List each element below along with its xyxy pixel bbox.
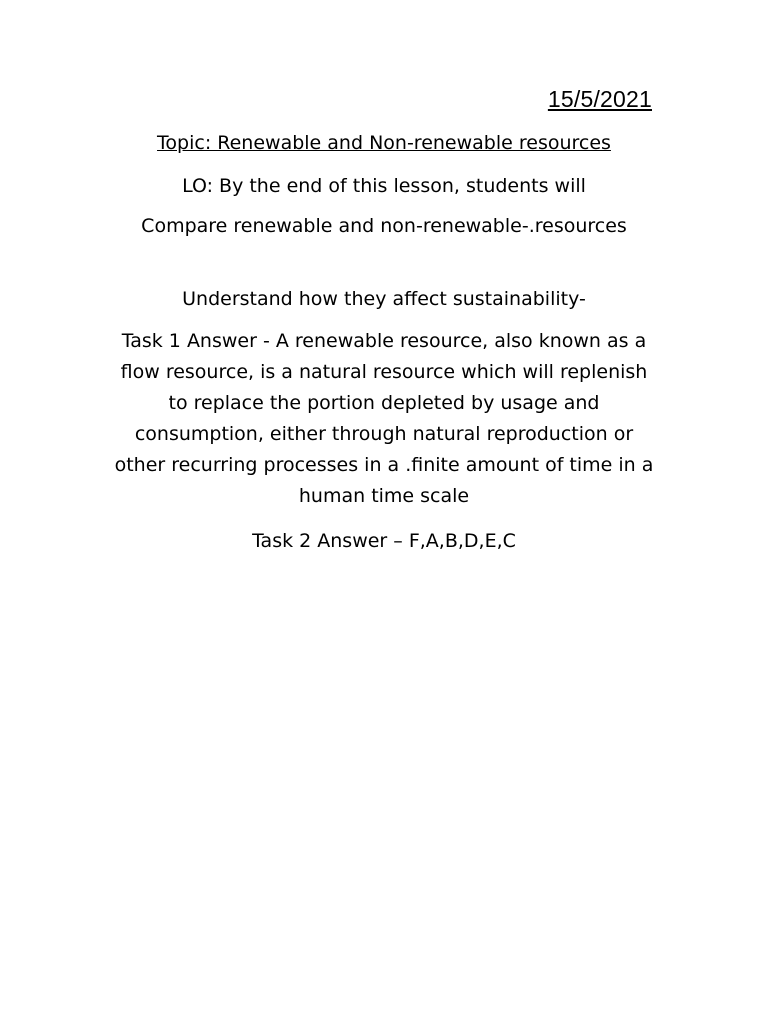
objective-sustainability: Understand how they affect sustainability- — [182, 288, 586, 310]
learning-objective: LO: By the end of this lesson, students will — [182, 175, 586, 197]
task2-answer: Task 2 Answer – F,A,B,D,E,C — [252, 530, 516, 552]
topic-heading: Topic: Renewable and Non-renewable resources — [157, 132, 611, 154]
date: 15/5/2021 — [547, 86, 652, 112]
task1-answer: Task 1 Answer - A renewable resource, also known as a flow resource, is a natural resource which will replenish to replace the portion depleted by usage and consumption, either through natural reproduction or other recurring processes in a .finite amount of time in a human time scale — [114, 330, 654, 507]
objective-compare: Compare renewable and non-renewable-.resources — [141, 215, 627, 237]
